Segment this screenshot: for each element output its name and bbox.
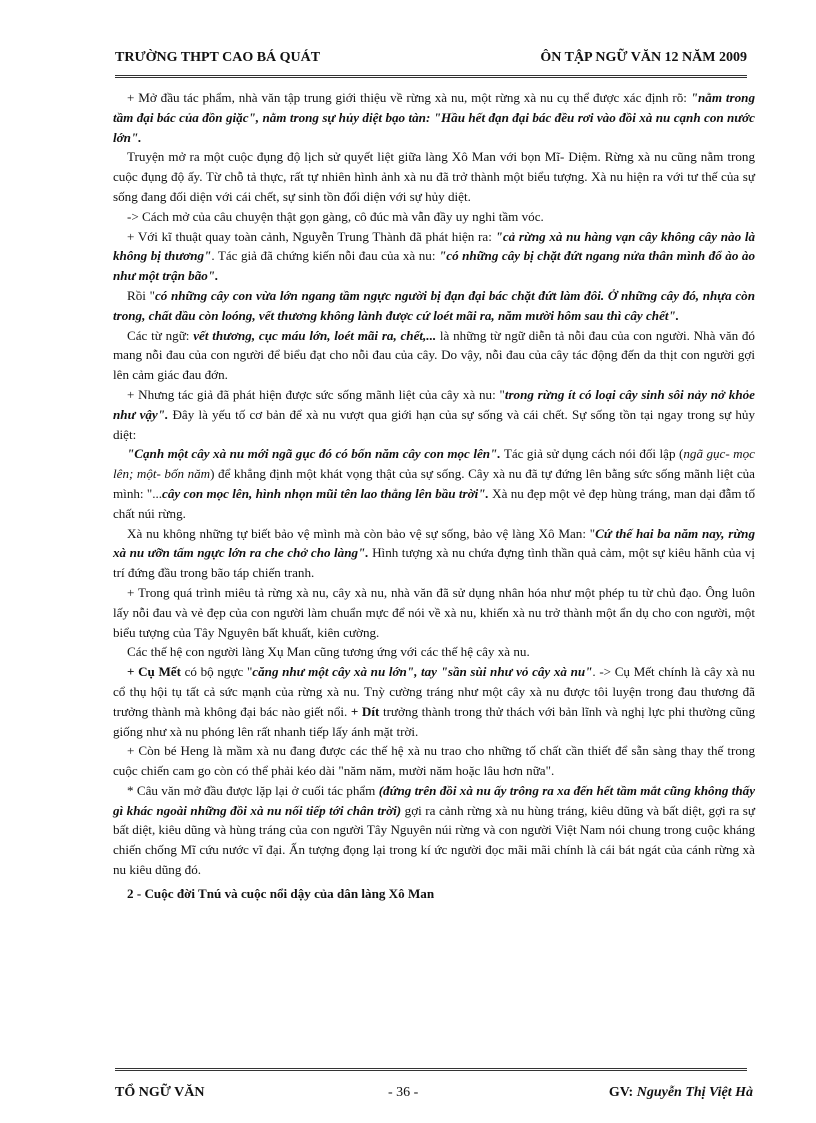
- header-school: TRƯỜNG THPT CAO BÁ QUÁT: [115, 50, 321, 65]
- footer-teacher: GV: Nguyễn Thị Việt Hà: [608, 1085, 753, 1100]
- paragraph: + Với kĩ thuật quay toàn cảnh, Nguyễn Trung Thành đã phát hiện ra: "cả rừng xà nu hàng vạn cây không cây nào là không bị thương". Tác giả đã chứng kiến nỗi đau của xà nu: "có những cây bị chặt đứt ngang nửa thân mình đổ ào ào như một trận bão".: [113, 228, 755, 284]
- paragraph: Rồi "có những cây con vừa lớn ngang tầm ngực người bị đạn đại bác chặt đứt làm đôi. Ở những cây đó, nhựa còn trong, chất dầu còn loóng, vết thương không lành được cứ loét mãi ra, năm mười hôm sau thì cây chết".: [113, 287, 755, 323]
- page-header: [115, 50, 747, 70]
- document-body: [113, 88, 755, 904]
- page-number: - 36 -: [388, 1085, 419, 1100]
- footer-divider: [115, 1068, 747, 1071]
- paragraph: + Mở đầu tác phẩm, nhà văn tập trung giới thiệu về rừng xà nu, một rừng xà nu cụ thể được xác định rõ: "nằm trong tầm đại bác của đồn giặc", nằm trong sự hủy diệt bạo tàn: "Hầu hết đạn đại bác đều rơi vào đồi xà nu cạnh con nước lớn".: [113, 90, 755, 145]
- paragraph: "Cạnh một cây xà nu mới ngã gục đó có bốn năm cây con mọc lên". Tác giả sử dụng cách nói đối lập (ngã gục- mọc lên; một- bốn năm) để khẳng định một khát vọng thật của sự sống. Cây xà nu đã tự đứng lên bằng sức sống mãnh liệt của mình: "...cây con mọc lên, hình nhọn mũi tên lao thẳng lên bầu trời". Xà nu đẹp một vẻ đẹp hùng tráng, man dại đẫm tố chất núi rừng.: [113, 446, 755, 521]
- paragraph: Các từ ngữ: vết thương, cục máu lớn, loét mãi ra, chết,... là những từ ngữ diễn tả nỗi đau của con người. Nhà văn đó mang nỗi đau của con người để biểu đạt cho nỗi đau của cây. Do vậy, nỗi đau của cây tác động đến da thịt con người gợi lên cảm giác đau đớn.: [113, 327, 755, 383]
- page-footer: [115, 1085, 753, 1105]
- footer-group: TỔ NGỮ VĂN: [115, 1085, 205, 1100]
- section-heading: 2 - Cuộc đời Tnú và cuộc nổi dậy của dân làng Xô Man: [127, 885, 435, 901]
- header-course: ÔN TẬP NGỮ VĂN 12 NĂM 2009: [540, 50, 747, 65]
- paragraph: -> Cách mở của câu chuyện thật gọn gàng, cô đúc mà vẫn đầy uy nghi tầm vóc.: [127, 208, 544, 224]
- paragraph: * Câu văn mở đầu được lặp lại ở cuối tác phẩm (đứng trên đồi xà nu ấy trông ra xa đến hết tầm mắt cũng không thấy gì khác ngoài những đồi xà nu nối tiếp tới chân trời) gợi ra cảnh rừng xà nu hùng tráng, kiêu dũng và bất diệt, gợi ra sự bất diệt, kiêu dũng và hùng tráng của con người Tây Nguyên núi rừng và con người Việt Nam nói chung trong cuộc kháng chiến chống Mĩ cứu nước vĩ đại. Ấn tượng đọng lại trong kí ức người đọc mãi mãi chính là cái bát ngát của cánh rừng xà nu kiêu dũng đó.: [113, 782, 756, 878]
- paragraph: Truyện mở ra một cuộc đụng độ lịch sử quyết liệt giữa làng Xô Man với bọn Mĩ- Diệm. Rừng xà nu cũng nằm trong cuộc đụng độ ấy. Từ chỗ tả thực, rất tự nhiên hình ảnh xà nu đã trở thành một biểu tượng. Xà nu hiện ra với tư thế của sự sống đang đối diện với cái chết, sự sinh tồn đối diện với sự hủy diệt.: [113, 149, 755, 204]
- paragraph: Các thế hệ con người làng Xụ Man cũng tương ứng với các thế hệ cây xà nu.: [127, 644, 530, 660]
- paragraph: + Còn bé Heng là mầm xà nu đang được các thế hệ xà nu trao cho những tố chất cần thiết để sẵn sàng thay thế trong cuộc chiến cam go còn có thể phải kéo dài "năm năm, mười năm hoặc lâu hơn nữa".: [113, 743, 755, 779]
- paragraph: + Cụ Mết có bộ ngực "căng như một cây xà nu lớn", tay "sần sùi như vỏ cây xà nu". -> Cụ Mết chính là cây xà nu cổ thụ hội tụ tất cả sức mạnh của rừng xà nu. Tnỳ cường tráng như một cây xà nu được tôi luyện trong đau thương đã trưởng thành mà không đại bác nào giết nổi. + Dít trưởng thành trong thử thách với bản lĩnh và nghị lực phi thường cũng giống như xà nu phóng lên rất nhanh tiếp lấy ánh mặt trời.: [113, 664, 755, 739]
- paragraph: + Trong quá trình miêu tả rừng xà nu, cây xà nu, nhà văn đã sử dụng nhân hóa như một phép tu từ chủ đạo. Ông luôn lấy nỗi đau và vẻ đẹp của con người làm chuẩn mực để nói về xà nu, khiến xà nu trở thành một ẩn dụ cho con người, một biểu tượng của Tây Nguyên bất khuất, kiên cường.: [113, 584, 755, 640]
- paragraph: + Nhưng tác giả đã phát hiện được sức sống mãnh liệt của cây xà nu: "trong rừng ít có loại cây sinh sôi nảy nở khỏe như vậy". Đây là yếu tố cơ bản để xà nu vượt qua giới hạn của sự sống và cái chết. Sự sống tồn tại ngay trong sự hủy diệt:: [113, 386, 755, 442]
- paragraph: Xà nu không những tự biết bảo vệ mình mà còn bảo vệ sự sống, bảo vệ làng Xô Man: "Cứ thế hai ba năm nay, rừng xà nu ưỡn tấm ngực lớn ra che chở cho làng". Hình tượng xà nu chứa đựng tình thần quả cảm, một sự kiêu hãnh của vị trí đứng đầu trong bão táp chiến tranh.: [113, 525, 755, 581]
- header-divider: [115, 75, 747, 78]
